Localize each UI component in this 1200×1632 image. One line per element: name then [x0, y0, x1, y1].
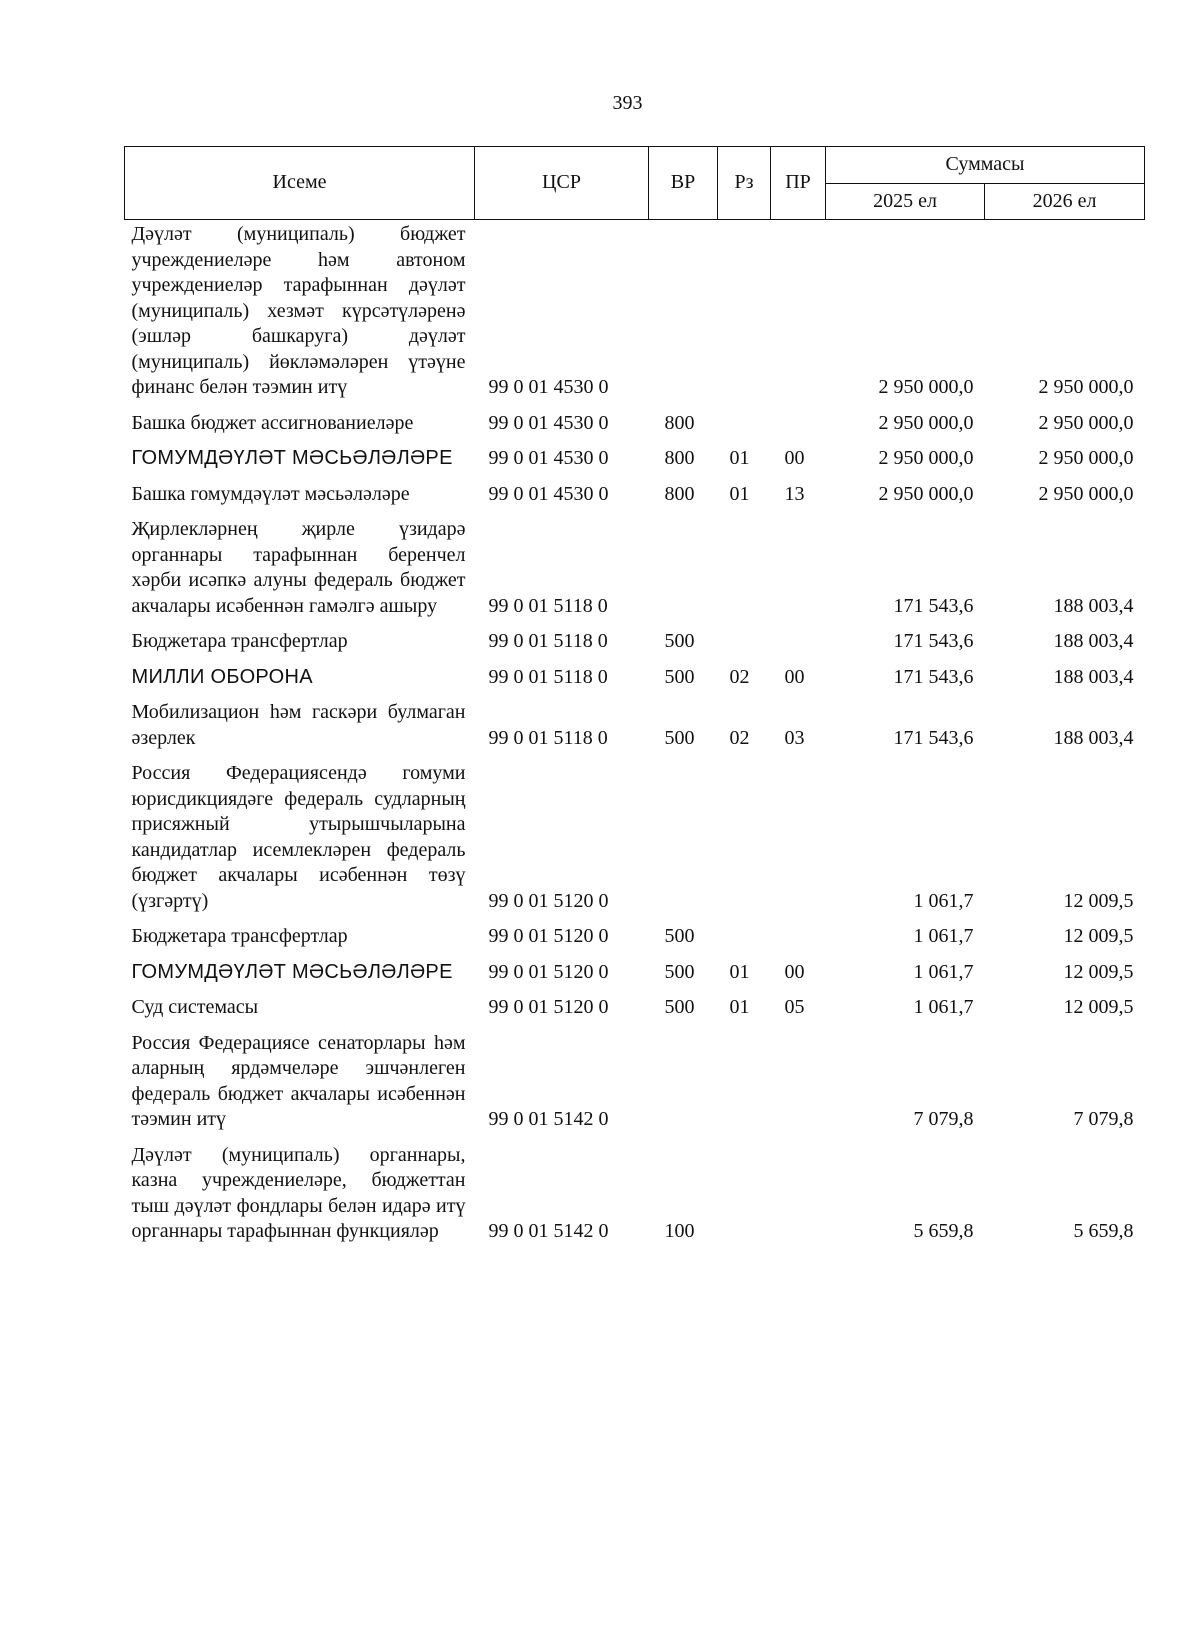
row-pr: 05 [784, 996, 805, 1018]
row-vr [649, 220, 718, 405]
row-name: ГОМУМДӘҮЛӘТ МӘСЬӘЛӘЛӘРЕ [131, 447, 453, 469]
row-rz [718, 755, 771, 918]
table-row [125, 511, 1145, 623]
table-row [125, 1137, 1145, 1249]
row-pr [771, 1025, 826, 1137]
row-vr: 800 [664, 411, 695, 434]
table-row [125, 623, 1145, 659]
row-sum-2026: 12 009,5 [1063, 960, 1134, 983]
row-sum-2026: 2 950 000,0 [1038, 376, 1134, 398]
row-rz [718, 1137, 771, 1249]
row-sum-2026: 2 950 000,0 [1038, 447, 1134, 469]
row-csr: 99 0 01 4530 0 [488, 447, 609, 469]
row-rz: 01 [729, 447, 750, 469]
row-name: Россия Федерациясендә гомуми юрисдикциядәге федераль судларның присяжный утырышчыларына кандидатлар исемлекләрен федераль бюджет акчалары исәбеннән төзү (үзгәртү) [131, 762, 466, 912]
row-sum-2025: 1 061,7 [913, 925, 974, 947]
row-csr: 99 0 01 4530 0 [488, 376, 609, 398]
header-csr: ЦСР [475, 147, 649, 220]
row-csr: 99 0 01 5120 0 [488, 889, 609, 912]
row-sum-2026: 188 003,4 [1053, 726, 1134, 749]
table-row [125, 220, 1145, 405]
row-vr: 500 [664, 996, 695, 1018]
row-csr: 99 0 01 5118 0 [488, 726, 608, 749]
row-sum-2026: 188 003,4 [1053, 594, 1134, 617]
row-name: Башка гомумдәүләт мәсьәләләре [131, 482, 410, 505]
row-pr [771, 511, 826, 623]
row-csr: 99 0 01 5118 0 [488, 594, 608, 617]
row-csr: 99 0 01 5142 0 [488, 1108, 609, 1130]
table-row [125, 989, 1145, 1025]
row-name: Җирлекләрнең җирле үзидарә органнары тарафыннан беренчел хәрби исәпкә алуны федераль бюджет акчалары исәбеннән гамәлгә ашыру [131, 518, 466, 617]
row-vr: 500 [664, 925, 695, 947]
row-sum-2025: 2 950 000,0 [878, 376, 974, 398]
header-year-2026: 2026 ел [985, 183, 1145, 220]
row-vr: 500 [664, 665, 695, 688]
header-year-2025: 2025 ел [826, 183, 985, 220]
row-name: Бюджетара трансфертлар [131, 630, 348, 652]
row-sum-2026: 2 950 000,0 [1038, 411, 1134, 434]
row-sum-2026: 188 003,4 [1053, 630, 1134, 652]
row-pr [771, 220, 826, 405]
row-rz: 01 [729, 996, 750, 1018]
row-rz [718, 623, 771, 659]
row-vr: 500 [664, 960, 695, 983]
row-csr: 99 0 01 5118 0 [488, 665, 608, 688]
row-pr: 00 [784, 960, 805, 983]
header-vr: ВР [649, 147, 718, 220]
row-vr [649, 511, 718, 623]
table-header [125, 147, 1145, 220]
page-number: 393 [612, 92, 643, 114]
row-pr: 00 [784, 447, 805, 469]
row-pr: 00 [784, 665, 805, 688]
row-name: Бюджетара трансфертлар [131, 925, 348, 947]
row-sum-2026: 12 009,5 [1063, 889, 1134, 912]
budget-table [124, 146, 1145, 1249]
row-vr: 800 [664, 482, 695, 505]
row-name: Россия Федерациясе сенаторлары һәм аларның ярдәмчеләре эшчәнлеген федераль бюджет акчалары исәбеннән тәэмин итү [131, 1031, 466, 1130]
header-name: Исеме [125, 147, 475, 220]
table-row [125, 954, 1145, 990]
row-vr [649, 755, 718, 918]
row-rz: 01 [729, 960, 750, 983]
row-csr: 99 0 01 4530 0 [488, 411, 609, 434]
row-vr: 500 [664, 726, 695, 749]
row-sum-2026: 12 009,5 [1063, 925, 1134, 947]
row-pr: 13 [784, 482, 805, 505]
row-rz: 02 [729, 726, 750, 749]
table-row [125, 918, 1145, 954]
table-row [125, 755, 1145, 918]
row-pr [771, 405, 826, 441]
row-name: ГОМУМДӘҮЛӘТ МӘСЬӘЛӘЛӘРЕ [131, 960, 453, 983]
table-row [125, 476, 1145, 512]
row-csr: 99 0 01 5142 0 [488, 1220, 609, 1242]
row-sum-2026: 7 079,8 [1073, 1108, 1134, 1130]
row-rz [718, 220, 771, 405]
row-csr: 99 0 01 5118 0 [488, 630, 608, 652]
row-sum-2025: 1 061,7 [913, 960, 974, 983]
table-row [125, 405, 1145, 441]
row-name: Дәүләт (муниципаль) органнары, казна учреждениеләре, бюджеттан тыш дәүләт фондлары белән идарә итү органнары тарафыннан функцияләр [131, 1143, 466, 1242]
row-name: МИЛЛИ ОБОРОНА [131, 665, 313, 688]
row-sum-2025: 2 950 000,0 [878, 411, 974, 434]
row-name: Мобилизацион һәм гаскәри булмаган әзерлек [131, 701, 466, 749]
row-name: Дәүләт (муниципаль) бюджет учреждениеләре һәм автоном учреждениеләр тарафыннан дәүләт (муниципаль) хезмәт күрсәтүләренә (эшләр башкаруга) дәүләт (муниципаль) йөкләмәләрен үтәүне финанс белән тәэмин итү [131, 223, 466, 398]
row-sum-2026: 188 003,4 [1053, 665, 1134, 688]
row-vr: 500 [664, 630, 695, 652]
row-rz [718, 1025, 771, 1137]
row-sum-2025: 1 061,7 [913, 889, 974, 912]
row-sum-2025: 5 659,8 [913, 1220, 974, 1242]
row-vr [649, 1025, 718, 1137]
row-pr [771, 1137, 826, 1249]
row-sum-2026: 12 009,5 [1063, 996, 1134, 1018]
row-name: Башка бюджет ассигнованиеләре [131, 411, 414, 434]
row-csr: 99 0 01 5120 0 [488, 996, 609, 1018]
row-sum-2026: 5 659,8 [1073, 1220, 1134, 1242]
row-rz: 02 [729, 665, 750, 688]
row-pr: 03 [784, 726, 805, 749]
header-sums: Суммасы [826, 147, 1145, 184]
row-sum-2025: 7 079,8 [913, 1108, 974, 1130]
row-rz: 01 [729, 482, 750, 505]
row-rz [718, 405, 771, 441]
row-pr [771, 755, 826, 918]
header-pr: ПР [771, 147, 826, 220]
row-rz [718, 511, 771, 623]
row-sum-2025: 1 061,7 [913, 996, 974, 1018]
table-row [125, 440, 1145, 476]
row-sum-2025: 171 543,6 [893, 594, 974, 617]
row-vr: 100 [664, 1220, 695, 1242]
row-csr: 99 0 01 5120 0 [488, 960, 609, 983]
row-csr: 99 0 01 5120 0 [488, 925, 609, 947]
table-row [125, 694, 1145, 755]
table-row [125, 659, 1145, 695]
row-sum-2025: 2 950 000,0 [878, 482, 974, 505]
row-name: Суд системасы [131, 996, 259, 1018]
row-rz [718, 918, 771, 954]
row-sum-2026: 2 950 000,0 [1038, 482, 1134, 505]
table-body [125, 220, 1145, 1249]
row-pr [771, 918, 826, 954]
header-rz: Рз [718, 147, 771, 220]
row-pr [771, 623, 826, 659]
row-sum-2025: 171 543,6 [893, 665, 974, 688]
row-sum-2025: 171 543,6 [893, 726, 974, 749]
row-sum-2025: 2 950 000,0 [878, 447, 974, 469]
row-sum-2025: 171 543,6 [893, 630, 974, 652]
row-vr: 800 [664, 447, 695, 469]
table-row [125, 1025, 1145, 1137]
row-csr: 99 0 01 4530 0 [488, 482, 609, 505]
